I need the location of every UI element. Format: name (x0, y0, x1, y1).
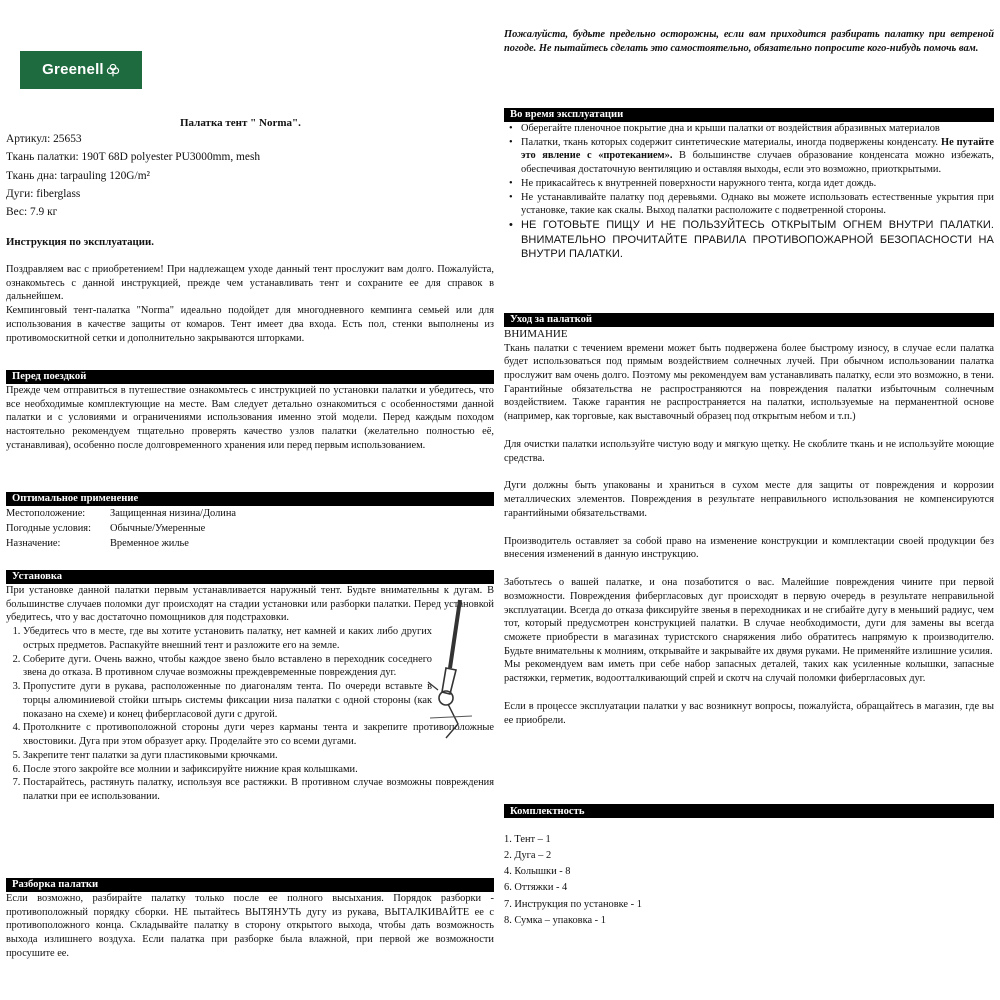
intro-paragraph: Кемпинговый тент-палатка "Norma" идеально подойдет для многодневного кемпинга семьей или для использования в качестве защиты от комаров. Тент имеет два входа. Есть пол, стенки выполнены из противомоскитной сетки и дополнительно закрываются шторками. (6, 305, 494, 344)
optimal-use-section (6, 492, 494, 551)
care-paragraph: Для очистки палатки используйте чистую воду и мягкую щетку. Не скоблите ткань и не используйте моющие средства. (504, 438, 994, 464)
brand-name: Greenell (42, 61, 104, 79)
list-item: • Не устанавливайте палатку под деревьями. Однако вы можете использовать естественные укрытия при установке, такие как скалы. Выход палатки расположите с подветренной стороны. (521, 191, 994, 218)
kit-section (504, 804, 994, 929)
care-paragraph: Дуги должны быть упакованы и храниться в сухом месте для защиты от повреждения и коррозии металлических элементов. Повреждения в результате неправильного использования не компенсируются гарантийными обязательствами. (504, 480, 994, 519)
intro-paragraph: Поздравляем вас с приобретением! При надлежащем уходе данный тент прослужит вам долго. Пожалуйста, ознакомьтесь с данной инструкцией, прежде чем устанавливать тент и сохраните ее для справок в дальнейшем. (6, 264, 494, 303)
list-item: 5. Закрепите тент палатки за дуги пластиковыми крючками. (23, 749, 494, 763)
operation-list (504, 122, 994, 262)
logo-badge (20, 51, 142, 89)
care-paragraph: Если в процессе эксплуатации палатки у вас возникнут вопросы, пожалуйста, обращайтесь в магазин, где вы ее приобрели. (504, 700, 994, 726)
table-label: Погодные условия: (6, 523, 91, 535)
spec-floor: Ткань дна: tarpauling 120G/m² (6, 169, 150, 182)
clover-icon (106, 63, 120, 77)
intro-section (6, 263, 494, 345)
section-text: Прежде чем отправиться в путешествие ознакомьтесь с инструкцией по установки палатки и убедитесь, что все необходимые комплектующие на месте. Вам следует детально ознакомиться с особенностями данной палатки и с условиями и ограничениями использования именно этой модели. Перед каждым походом настоятельно рекомендуем тщательно проверять качество узлов палатки (желательно полностью её, устанавливая), особенно после долговременного хранения или перед первым использованием. (6, 385, 494, 451)
list-item: 6. После этого закройте все молнии и зафиксируйте нижние края колышками. (23, 763, 494, 777)
list-item: 1. Тент – 1 (504, 834, 551, 845)
list-item: 2. Соберите дуги. Очень важно, чтобы каждое звено было вставлено в переходник соседнего звена до отказа. В противном случае возможны преждевременные повреждения дуг. (23, 653, 432, 680)
brand-logo (6, 30, 156, 110)
list-item: 8. Сумка – упаковка - 1 (504, 914, 606, 926)
care-section (504, 313, 994, 727)
instructions-title: Инструкция по эксплуатации. (6, 236, 154, 248)
document-title: Палатка тент " Norma". (180, 117, 301, 129)
list-item-fire-warning: • НЕ ГОТОВЬТЕ ПИЩУ И НЕ ПОЛЬЗУЙТЕСЬ ОТКРЫТЫМ ОГНЕМ ВНУТРИ ПАЛАТКИ. ВНИМАТЕЛЬНО ПРОЧИТАЙТЕ ПРАВИЛА ПРОТИВОПОЖАРНОЙ БЕЗОПАСНОСТИ НА ВНУТРИ ПАЛАТКИ. (521, 218, 994, 262)
spec-article: Артикул: 25653 (6, 133, 82, 145)
table-value: Временное жилье (110, 538, 189, 550)
list-item: 4. Колышки - 8 (504, 866, 571, 878)
section-header: Разборка палатки (6, 878, 494, 892)
table-row (6, 536, 236, 551)
attention-label: ВНИМАНИЕ (504, 328, 568, 340)
section-header: Уход за палаткой (504, 313, 994, 327)
operation-section (504, 108, 994, 262)
spec-poles: Дуги: fiberglass (6, 187, 81, 200)
spec-list (6, 130, 260, 221)
list-item: 7. Инструкция по установке - 1 (504, 898, 642, 910)
section-text: Если возможно, разбирайте палатку только после ее полного высыхания. Порядок разборки - противоположный порядку сборки. НЕ пытайтесь ВЫТЯНУТЬ дугу из рукава, ВЫТАЛКИВАЙТЕ ее с противоположного конца. Складывайте палатку в сторону открытого выхода, чтобы дать возможность выхода излишнего воздуха. Если палатка при разборке была влажной, при первой же возможности просушите ее. (6, 893, 494, 959)
list-item: • Не прикасайтесь к внутренней поверхности наружного тента, когда идет дождь. (521, 177, 994, 191)
text-run: Палатки, ткань которых содержит синтетические материалы, иногда подвержены конденсату. (521, 136, 941, 148)
table-label: Назначение: (6, 538, 61, 550)
care-paragraph: Заботьтесь о вашей палатке, и она позаботится о вас. Малейшие повреждения чините при первой возможности. Повреждения фибергласовых дуг происходят в первую очередь в результате неправильной эксплуатации. Всегда до отказа фиксируйте звенья в переходниках и не сгибайте дугу в меньший радиус, чем тот, который предусмотрен конструкцией палатки. В случае необходимости, дуги для замены вы всегда сможете приобрести в магазинах туристского снаряжения либо обратитесь напрямую к производителю. Будьте внимательны к молниям, открывайте и закрывайте их двумя руками. Не применяйте излишние усилия. (504, 577, 994, 657)
text-run-bold: Не путайте это явление с «протеканием». (521, 136, 994, 162)
list-item: 6. Оттяжки - 4 (504, 882, 568, 894)
care-paragraph: Производитель оставляет за собой право на изменение конструкции и комплектации своей продукции без внесения изменений в данную инструкцию. (504, 535, 994, 561)
text-run: В большинстве случаев образование конденсата можно избежать, обеспечивая достаточную вентиляцию и оставляя выходы, если это возможно, приоткрытыми. (521, 150, 994, 176)
warning-text: Пожалуйста, будьте предельно осторожны, если вам приходится разбирать палатку при ветреной погоде. Не пытайтесь сделать это самостоятельно, обязательно попросите кого-нибудь помочь вам. (504, 29, 994, 54)
list-item: • Оберегайте пленочное покрытие дна и крыши палатки от воздействия абразивных материалов (521, 122, 994, 136)
table-label: Местоположение: (6, 508, 86, 519)
table-value: Защищенная низина/Долина (110, 508, 237, 519)
pole-fixing-diagram (410, 598, 480, 748)
table-value: Обычные/Умеренные (110, 523, 206, 535)
section-header: Перед поездкой (6, 370, 494, 384)
list-item: 4. Протолкните с противоположной стороны дуги через карманы тента и закрепите противоположные хвостовики. Дуга при этом образует арку. Проделайте это со всеми дугами. (23, 721, 494, 748)
section-header: Во время эксплуатации (504, 108, 994, 122)
table-row (6, 521, 236, 536)
spec-weight: Вес: 7.9 кг (6, 206, 58, 218)
care-paragraph: Ткань палатки с течением времени может быть подвержена более быстрому износу, в случае если палатка будет использоваться под прямым воздействием солнечных лучей. При обычном использовании палатка прослужит вам очень долго. Поэтому мы рекомендуем вам устанавливать палатку, если это возможно, в тени. Гарантийные обязательства не распространяются на повреждения палатки избыточным солнечным воздействием. Также гарантия не распространяется на палатки, используемые на перманентной основе (например, как торговые, как выставочный образец под открытым небом и т.п.) (504, 342, 994, 423)
list-item: 3. Пропустите дуги в рукава, расположенные по диагоналям тента. По очереди вставьте в торцы алюминиевой стойки штырь системы фиксации низа палатки с одной стороны (как показано на схеме) и конец фибергласовой дуги с другой. (23, 680, 432, 721)
before-trip-section (6, 370, 494, 453)
list-item: 7. Постарайтесь, растянуть палатку, используя все растяжки. В противном случае возможны повреждения палатки при ее использовании. (23, 776, 494, 803)
spec-fabric: Ткань палатки: 190T 68D polyester PU3000mm, mesh (6, 151, 261, 164)
table-row (6, 506, 236, 521)
list-item: 1. Убедитесь что в месте, где вы хотите установить палатку, нет камней и каких либо других острых предметов. Распакуйте внешний тент и разложите его на земле. (23, 625, 432, 652)
section-header: Комплектность (504, 804, 994, 818)
section-header: Оптимальное применение (6, 492, 494, 506)
list-item: 2. Дуга – 2 (504, 850, 552, 862)
section-header: Установка (6, 570, 494, 584)
optimal-use-table (6, 506, 236, 551)
care-paragraph: Мы рекомендуем вам иметь при себе набор запасных деталей, таких как усиленные колышки, запасные растяжки, герметик, водоотталкивающий спрей и скотч на случай поломки фибергласовых дуг. (504, 659, 994, 685)
disassembly-section (6, 878, 494, 961)
windy-warning (504, 28, 994, 55)
section-text: При установке данной палатки первым устанавливается наружный тент. Будьте внимательны к дугам. В большинстве случаев поломки дуг происходят на стадии установки или разборки палатки. Перед установкой убедитесь, что у вас достаточно помощников для подстраховки. (6, 585, 494, 624)
list-item (521, 136, 994, 177)
